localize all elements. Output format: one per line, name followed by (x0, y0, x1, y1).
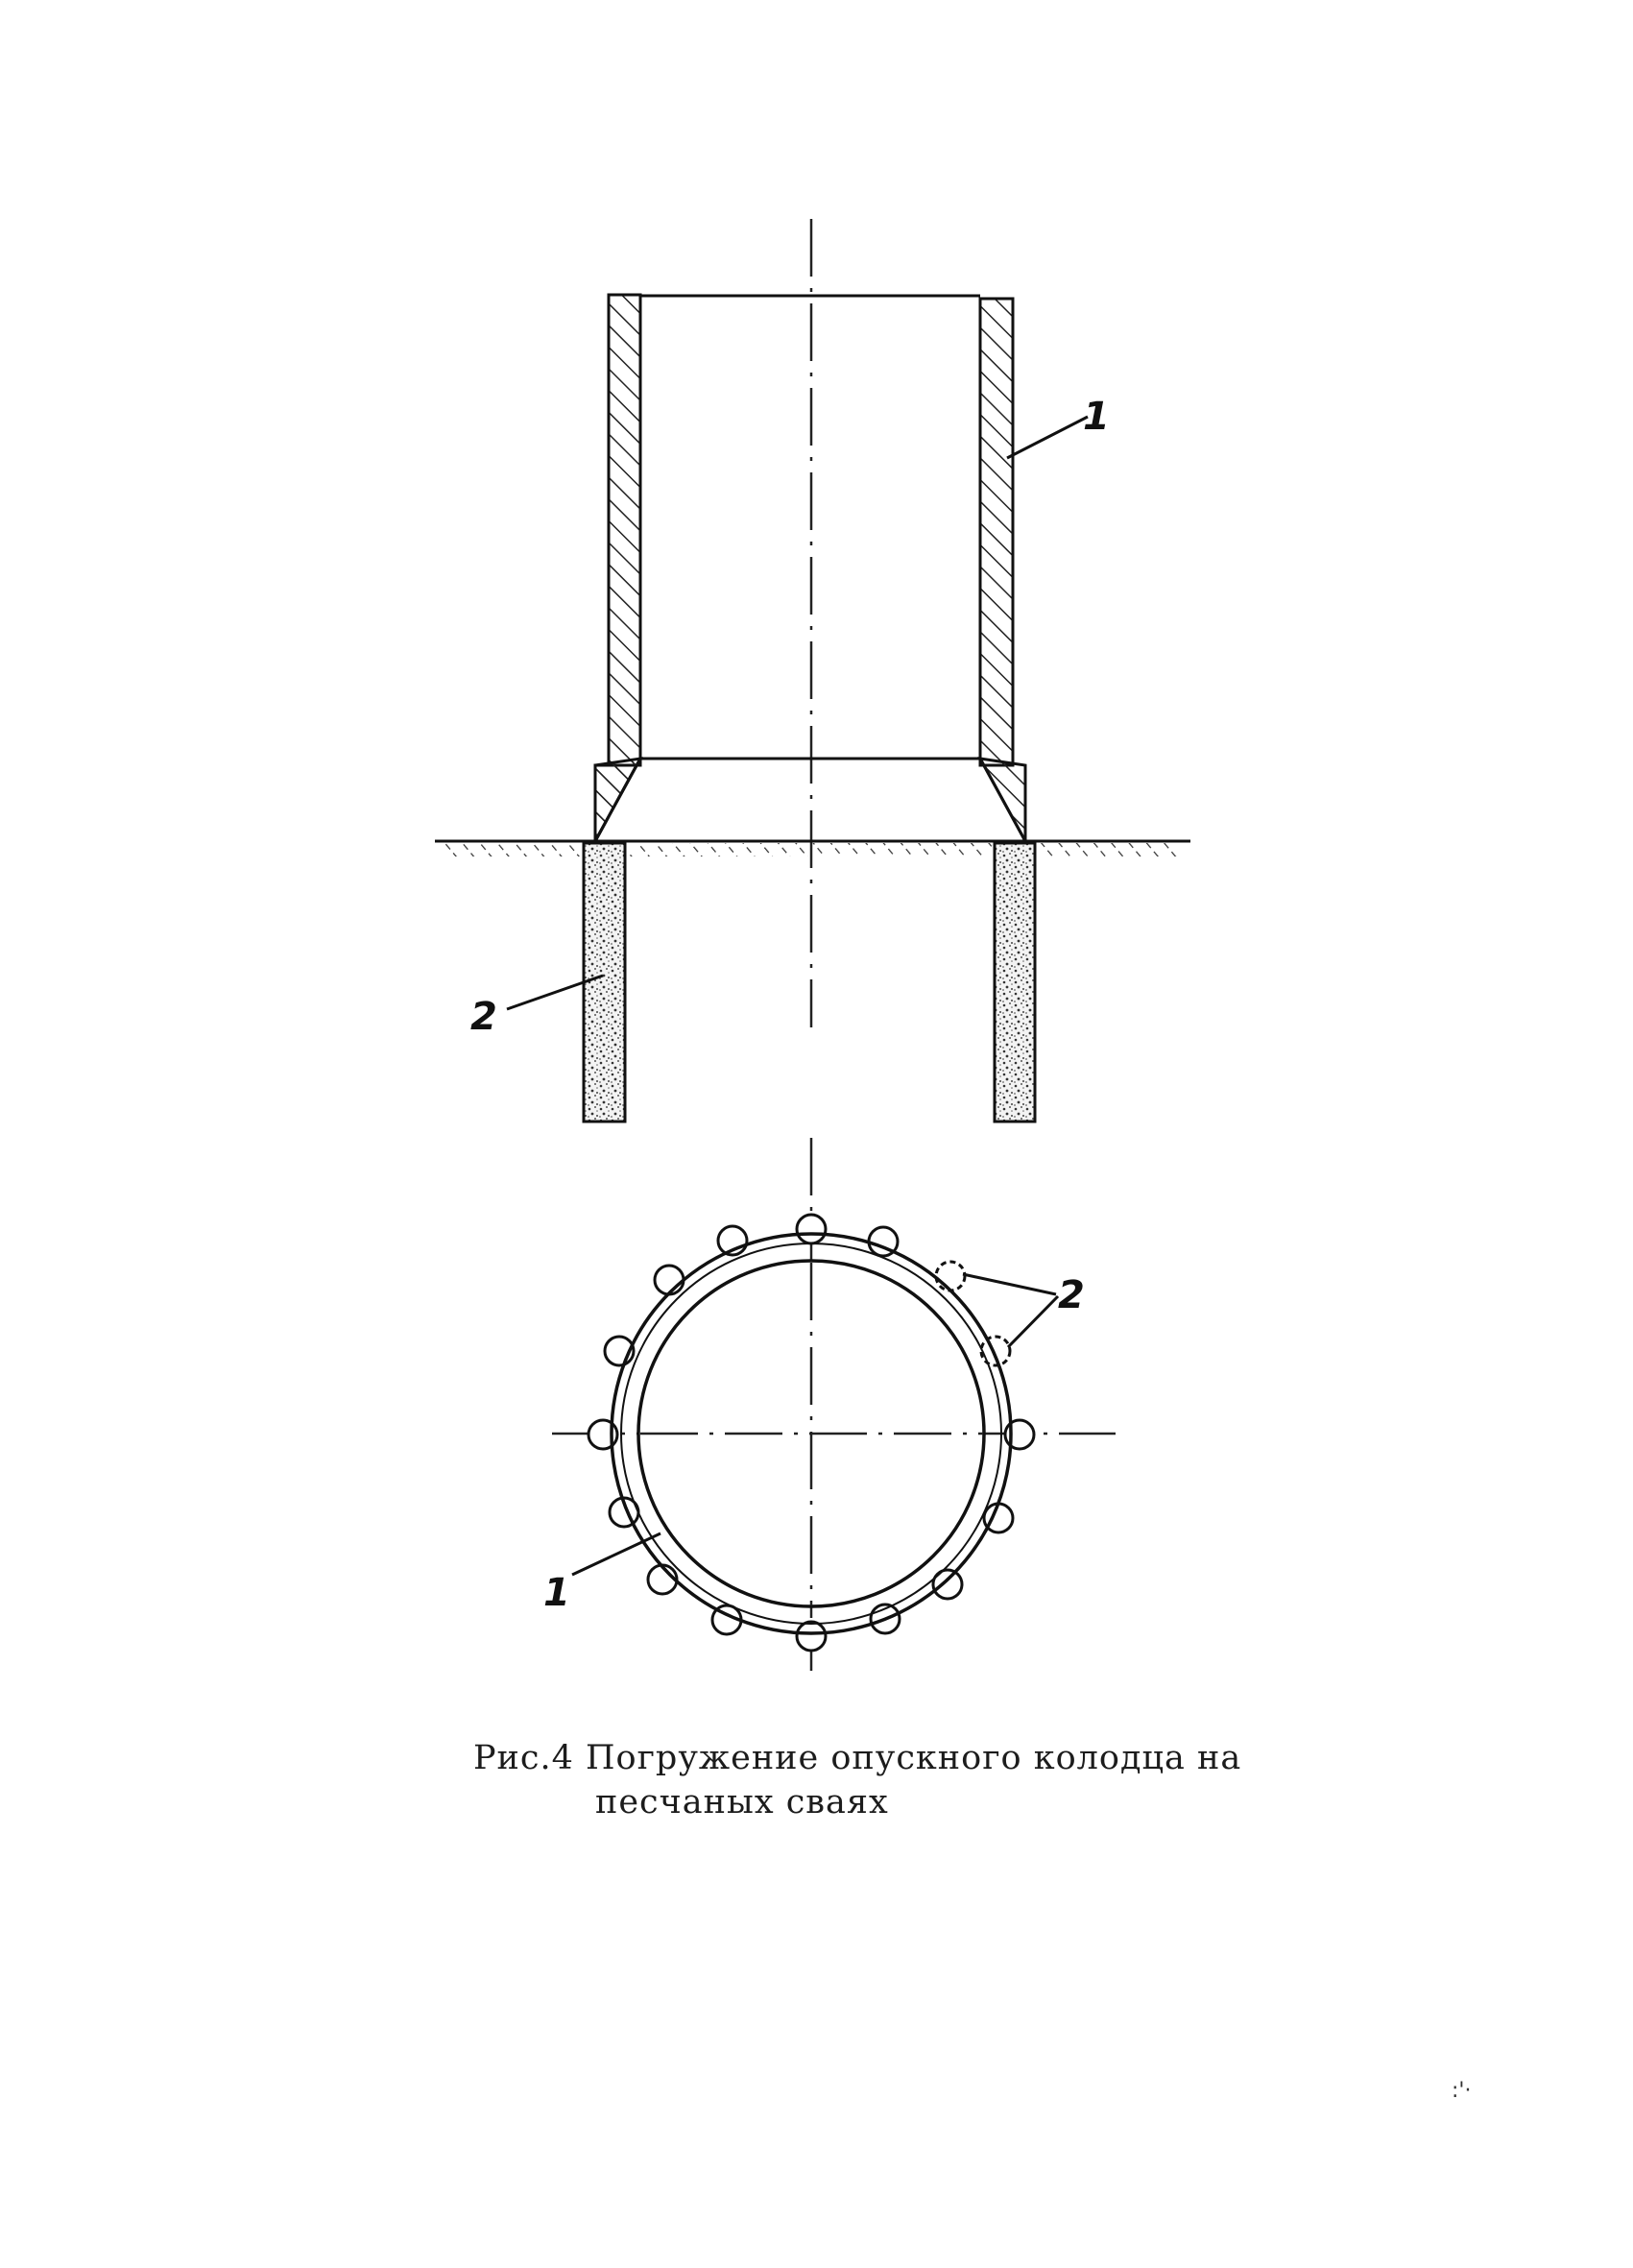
callout-caisson-plan: 1 (543, 1571, 570, 1615)
sand-pile-left (584, 843, 625, 1122)
caption-line-2: песчаных сваях (595, 1783, 889, 1822)
plan-view (543, 1138, 1116, 1671)
soil-hatch-middle (629, 843, 994, 857)
caisson-wall-right (980, 299, 1013, 765)
sand-pile-plan (797, 1622, 826, 1651)
elevation-view (435, 219, 1190, 1122)
leader-line-caisson-elevation (1007, 417, 1088, 458)
sand-pile-plan (936, 1262, 965, 1291)
callout-sand-pile-plan: 2 (1058, 1273, 1085, 1317)
callout-sand-pile-elevation: 2 (470, 995, 497, 1039)
leader-line-sand-pile-plan-b (1008, 1296, 1058, 1347)
caisson-wall-left (609, 295, 640, 765)
figure-caption (473, 1736, 1337, 1824)
page-mark: :'· (1452, 2079, 1472, 2103)
caption-line-1: Рис.4 Погружение опускного колодца на (473, 1739, 1242, 1777)
leader-line-caisson-plan (572, 1533, 660, 1575)
soil-hatch-right (1037, 843, 1181, 857)
leader-line-sand-pile-plan-a (963, 1274, 1056, 1294)
sand-pile-plan (797, 1215, 826, 1243)
sand-pile-right (995, 843, 1035, 1122)
sand-pile-plan (655, 1266, 684, 1294)
callout-caisson-elevation: 1 (1083, 395, 1110, 439)
soil-hatch-left (440, 843, 582, 857)
sand-pile-plan (933, 1570, 962, 1599)
